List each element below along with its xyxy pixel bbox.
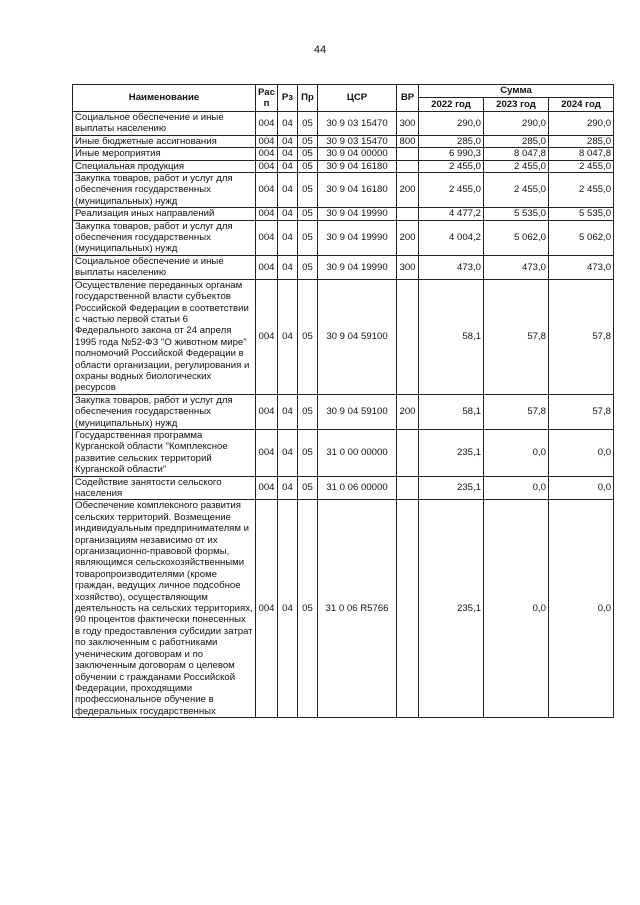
cell-rz: 04 [278,255,298,279]
cell-name: Содействие занятости сельского населения [73,476,256,500]
cell-vr: 200 [397,173,419,208]
cell-2022: 235,1 [419,500,484,718]
cell-rz: 04 [278,148,298,160]
cell-vr: 800 [397,135,419,147]
cell-csr: 30 9 04 19990 [318,220,397,255]
cell-csr: 30 9 04 19990 [318,255,397,279]
cell-2023: 473,0 [484,255,549,279]
cell-vr: 200 [397,394,419,429]
cell-2022: 4 477,2 [419,208,484,220]
table-body [73,112,614,718]
cell-2022: 290,0 [419,112,484,136]
cell-csr: 31 0 06 R5766 [318,500,397,718]
cell-pr: 05 [298,500,318,718]
table-row [73,429,614,476]
cell-2024: 290,0 [549,112,614,136]
cell-2022: 6 990,3 [419,148,484,160]
cell-pr: 05 [298,476,318,500]
cell-ras: 004 [256,500,278,718]
cell-2022: 473,0 [419,255,484,279]
cell-2023: 0,0 [484,429,549,476]
cell-csr: 30 9 04 16180 [318,160,397,172]
cell-2022: 2 455,0 [419,173,484,208]
cell-pr: 05 [298,429,318,476]
cell-pr: 05 [298,220,318,255]
cell-2024: 0,0 [549,429,614,476]
table-row [73,148,614,160]
cell-name: Специальная продукция [73,160,256,172]
header-2022: 2022 год [419,98,484,112]
cell-vr [397,160,419,172]
cell-ras: 004 [256,476,278,500]
cell-vr [397,429,419,476]
cell-name: Иные бюджетные ассигнования [73,135,256,147]
header-name: Наименование [73,85,256,112]
cell-ras: 004 [256,135,278,147]
cell-csr: 31 0 06 00000 [318,476,397,500]
cell-rz: 04 [278,476,298,500]
cell-vr [397,279,419,394]
cell-rz: 04 [278,429,298,476]
cell-rz: 04 [278,208,298,220]
cell-name: Закупка товаров, работ и услуг для обеспечения государственных (муниципальных) нужд [73,173,256,208]
cell-name: Закупка товаров, работ и услуг для обеспечения государственных (муниципальных) нужд [73,220,256,255]
cell-pr: 05 [298,173,318,208]
table-row [73,112,614,136]
cell-ras: 004 [256,429,278,476]
header-pr: Пр [298,85,318,112]
cell-2023: 2 455,0 [484,160,549,172]
table-row [73,173,614,208]
cell-csr: 30 9 03 15470 [318,135,397,147]
table-row [73,476,614,500]
cell-vr [397,476,419,500]
cell-csr: 31 0 00 00000 [318,429,397,476]
cell-name: Осуществление переданных органам государственной власти субъектов Российской Федерации в соответствии с частью первой статьи 6 Федерального закона от 24 апреля 1995 года №52-ФЗ "О животном мире" полномочий Российской Федерации в области организации, регулирования и охраны водных биологических ресурсов [73,279,256,394]
cell-ras: 004 [256,112,278,136]
cell-ras: 004 [256,148,278,160]
cell-name: Иные мероприятия [73,148,256,160]
cell-csr: 30 9 04 00000 [318,148,397,160]
cell-2022: 58,1 [419,279,484,394]
cell-2024: 0,0 [549,500,614,718]
cell-rz: 04 [278,135,298,147]
cell-pr: 05 [298,135,318,147]
cell-2022: 4 004,2 [419,220,484,255]
cell-csr: 30 9 03 15470 [318,112,397,136]
cell-rz: 04 [278,160,298,172]
cell-2023: 290,0 [484,112,549,136]
cell-pr: 05 [298,148,318,160]
cell-2022: 235,1 [419,476,484,500]
table-row [73,220,614,255]
cell-ras: 004 [256,160,278,172]
cell-pr: 05 [298,279,318,394]
cell-2024: 5 062,0 [549,220,614,255]
cell-2024: 8 047,8 [549,148,614,160]
cell-vr [397,500,419,718]
cell-vr [397,208,419,220]
cell-2023: 285,0 [484,135,549,147]
cell-ras: 004 [256,173,278,208]
cell-name: Государственная программа Курганской области "Комплексное развитие сельских территорий Курганской области" [73,429,256,476]
header-csr: ЦСР [318,85,397,112]
cell-2023: 57,8 [484,279,549,394]
cell-2024: 5 535,0 [549,208,614,220]
cell-rz: 04 [278,279,298,394]
cell-2024: 2 455,0 [549,160,614,172]
cell-2023: 5 535,0 [484,208,549,220]
cell-csr: 30 9 04 19990 [318,208,397,220]
cell-2022: 285,0 [419,135,484,147]
cell-2023: 2 455,0 [484,173,549,208]
cell-vr: 300 [397,255,419,279]
cell-rz: 04 [278,112,298,136]
budget-table [72,84,614,718]
cell-csr: 30 9 04 59100 [318,394,397,429]
cell-pr: 05 [298,208,318,220]
table-row [73,160,614,172]
cell-ras: 004 [256,220,278,255]
cell-rz: 04 [278,394,298,429]
cell-2022: 235,1 [419,429,484,476]
header-rz: Рз [278,85,298,112]
cell-vr: 200 [397,220,419,255]
header-ras: Рас п [256,85,278,112]
cell-ras: 004 [256,208,278,220]
cell-rz: 04 [278,500,298,718]
cell-vr: 300 [397,112,419,136]
cell-name: Обеспечение комплексного развития сельских территорий. Возмещение индивидуальным предпринимателям и организациям независимо от их организационно-правовой формы, являющимся сельскохозяйственными товаропроизводителями (кроме граждан, ведущих личное подсобное хозяйство), осуществляющим деятельность на сельских территориях, 90 процентов фактически понесенных в году предоставления субсидии затрат по заключенным с работниками ученическим договорам и по заключенным договорам о целевом обучении с гражданами Российской Федерации, проходящими профессиональное обучение в федеральных государственных [73,500,256,718]
header-2024: 2024 год [549,98,614,112]
cell-2024: 285,0 [549,135,614,147]
cell-csr: 30 9 04 59100 [318,279,397,394]
page-number: 44 [313,44,327,56]
header-summa: Сумма [419,85,614,98]
cell-pr: 05 [298,160,318,172]
cell-pr: 05 [298,112,318,136]
cell-2024: 2 455,0 [549,173,614,208]
table-row [73,279,614,394]
cell-csr: 30 9 04 16180 [318,173,397,208]
cell-2024: 473,0 [549,255,614,279]
cell-rz: 04 [278,173,298,208]
header-vr: ВР [397,85,419,112]
cell-2024: 0,0 [549,476,614,500]
header-2023: 2023 год [484,98,549,112]
cell-ras: 004 [256,279,278,394]
cell-2022: 2 455,0 [419,160,484,172]
cell-2023: 0,0 [484,500,549,718]
cell-ras: 004 [256,255,278,279]
cell-ras: 004 [256,394,278,429]
cell-2023: 8 047,8 [484,148,549,160]
cell-name: Социальное обеспечение и иные выплаты населению [73,112,256,136]
cell-name: Социальное обеспечение и иные выплаты населению [73,255,256,279]
cell-2023: 5 062,0 [484,220,549,255]
table-row [73,135,614,147]
table-row [73,208,614,220]
cell-2024: 57,8 [549,394,614,429]
cell-2023: 0,0 [484,476,549,500]
cell-2024: 57,8 [549,279,614,394]
cell-vr [397,148,419,160]
cell-pr: 05 [298,394,318,429]
cell-name: Реализация иных направлений [73,208,256,220]
cell-pr: 05 [298,255,318,279]
cell-2022: 58,1 [419,394,484,429]
table-row [73,500,614,718]
table-row [73,255,614,279]
cell-rz: 04 [278,220,298,255]
cell-name: Закупка товаров, работ и услуг для обеспечения государственных (муниципальных) нужд [73,394,256,429]
cell-2023: 57,8 [484,394,549,429]
table-row [73,394,614,429]
